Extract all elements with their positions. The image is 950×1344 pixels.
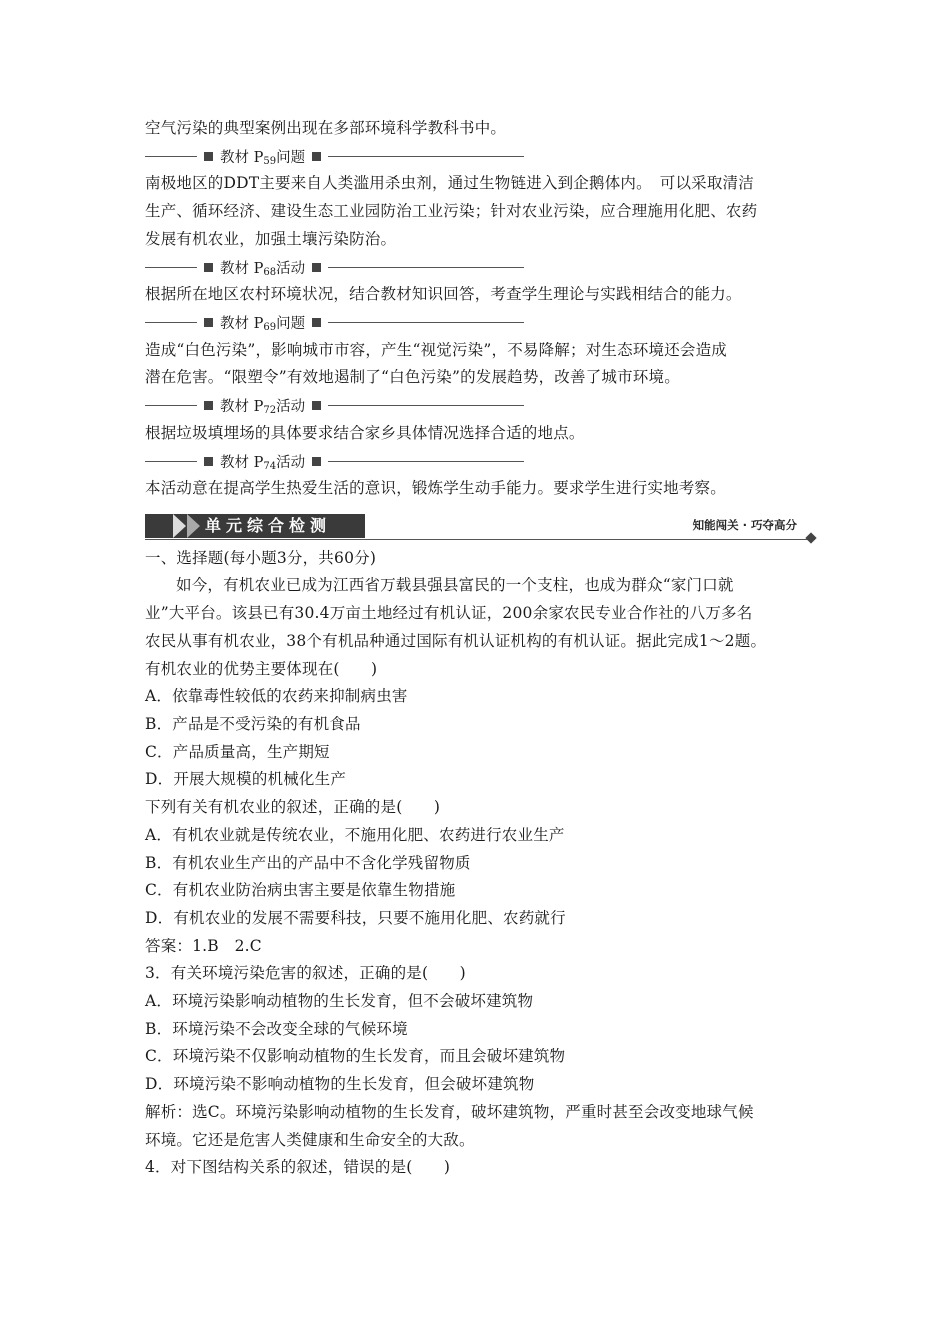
divider-rule [145,405,197,406]
chevron-right-icon [187,514,200,538]
square-bullet-icon [204,152,213,161]
section-label: 教材 $P_{68}$活动 [220,260,306,278]
section-text: 南极地区的DDT主要来自人类滥用杀虫剂，通过生物链进入到企鹅体内。 可以采取清洁 [145,174,754,193]
banner-rule [145,539,815,540]
analysis-text: 解析：选C。环境污染影响动植物的生长发育，破坏建筑物，严重时甚至会改变地球气候 [145,1102,754,1121]
section-text: 潜在危害。“限塑令”有效地遏制了“白色污染”的发展趋势，改善了城市环境。 [145,368,680,387]
question-option: C．环境污染不仅影响动植物的生长发育，而且会破坏建筑物 [145,1047,566,1066]
square-bullet-icon [312,263,321,272]
question-option: B．产品是不受污染的有机食品 [145,714,361,733]
divider-rule [328,461,524,462]
question-stem: 有机农业的优势主要体现在( ) [145,659,378,678]
chevron-right-icon [173,514,186,538]
passage-text: 业”大平台。该县已有30.4万亩土地经过有机认证，200余家农民专业合作社的八万多名 [145,604,753,623]
square-bullet-icon [204,401,213,410]
unit-test-banner [145,509,815,543]
square-bullet-icon [312,401,321,410]
section-divider-p69 [145,309,815,337]
section-label: 教材 $P_{59}$问题 [220,150,306,168]
section-text: 发展有机农业，加强土壤污染防治。 [145,229,397,248]
answer-text: 答案：1.B 2.C [145,936,262,955]
square-bullet-icon [312,318,321,327]
banner-tagline: 知能闯关 · 巧夺高分 [689,517,801,533]
section-divider-p59 [145,143,815,171]
question-option: C．产品质量高，生产期短 [145,742,330,761]
diamond-icon [805,532,816,543]
question-option: A．依靠毒性较低的农药来抑制病虫害 [145,687,408,706]
section-text: 造成“白色污染”，影响城市市容，产生“视觉污染”，不易降解；对生态环境还会造成 [145,340,727,359]
question-option: B．有机农业生产出的产品中不含化学残留物质 [145,853,471,872]
section-text: 根据所在地区农村环境状况，结合教材知识回答，考查学生理论与实践相结合的能力。 [145,285,742,304]
passage-text: 农民从事有机农业，38个有机品种通过国际有机认证机构的有机认证。据此完成1～2题。 [145,631,767,650]
square-bullet-icon [204,318,213,327]
section-text: 生产、循环经济、建设生态工业园防治工业污染；针对农业污染，应合理施用化肥、农药 [145,202,758,221]
question-option: D．有机农业的发展不需要科技，只要不施用化肥、农药就行 [145,908,566,927]
passage-text: 如今，有机农业已成为江西省万载县强县富民的一个支柱，也成为群众“家门口就 [176,576,734,595]
divider-rule [328,405,524,406]
banner-title: 单元综合检测 [205,515,332,535]
question-stem: 4．对下图结构关系的叙述，错误的是( ) [145,1158,451,1177]
section-label: 教材 $P_{72}$活动 [220,399,306,417]
divider-rule [328,322,524,323]
divider-rule [145,322,197,323]
question-option: D．环境污染不影响动植物的生长发育，但会破坏建筑物 [145,1075,535,1094]
square-bullet-icon [312,152,321,161]
section-label: 教材 $P_{69}$问题 [220,316,306,334]
section-text: 本活动意在提高学生热爱生活的意识，锻炼学生动手能力。要求学生进行实地考察。 [145,479,726,498]
section-divider-p74 [145,447,815,475]
question-option: C．有机农业防治病虫害主要是依靠生物措施 [145,881,456,900]
section-label: 教材 $P_{74}$活动 [220,454,306,472]
divider-rule [145,267,197,268]
question-option: D．开展大规模的机械化生产 [145,770,347,789]
question-option: A．有机农业就是传统农业，不施用化肥、农药进行农业生产 [145,825,565,844]
intro-text: 空气污染的典型案例出现在多部环境科学教科书中。 [145,119,507,137]
divider-rule [145,156,197,157]
question-option: A．环境污染影响动植物的生长发育，但不会破坏建筑物 [145,992,534,1011]
exercise-heading: 一、选择题(每小题3分，共60分) [145,548,377,567]
section-text: 根据垃圾填埋场的具体要求结合家乡具体情况选择合适的地点。 [145,423,585,442]
question-stem: 3．有关环境污染危害的叙述，正确的是( ) [145,964,466,983]
analysis-text: 环境。它还是危害人类健康和生命安全的大敌。 [145,1130,475,1149]
question-stem: 下列有关有机农业的叙述，正确的是( ) [145,798,441,817]
section-divider-p72 [145,392,815,420]
square-bullet-icon [312,457,321,466]
square-bullet-icon [204,263,213,272]
question-option: B．环境污染不会改变全球的气候环境 [145,1019,408,1038]
document-page [145,115,815,1182]
square-bullet-icon [204,457,213,466]
divider-rule [328,267,524,268]
section-divider-p68 [145,254,815,282]
divider-rule [328,156,524,157]
divider-rule [145,461,197,462]
